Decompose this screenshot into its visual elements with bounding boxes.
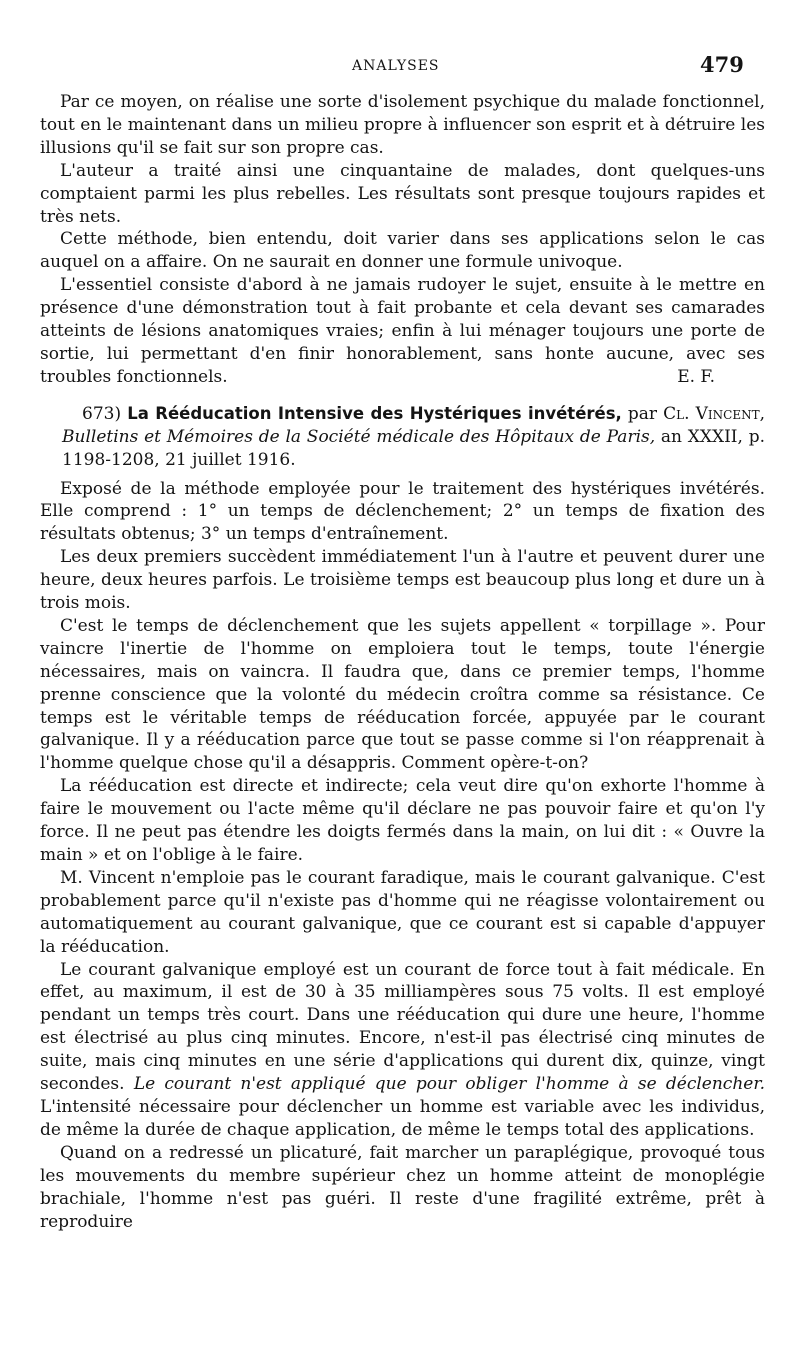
entry-author: Cl. Vincent, [663,403,765,424]
paragraph: La rééducation est directe et indirecte; cela veut dire qu'on exhorte l'homme à faire le mouvement ou l'acte même qu'il déclare ne pas pouvoir faire et qu'on l'y force. Il ne peut pas étendre les doigts fermés dans la main, on lui dit : « Ouvre la main » et on l'oblige à le faire. [40,776,765,865]
entry-by: par [627,403,658,424]
paragraph [40,959,765,1142]
entry-title: La Rééducation Intensive des Hystériques invétérés, [127,403,622,423]
paragraph: M. Vincent n'emploie pas le courant faradique, mais le courant galvanique. C'est probablement parce qu'il n'existe pas d'homme qui ne réagisse volontairement ou automatiquement au courant galvanique, que ce courant est si capable d'appuyer la rééducation. [40,867,765,957]
entry-number: 673) [82,403,122,424]
signature: E. F. [677,366,715,387]
paragraph-text: Le courant galvanique employé est un courant de force tout à fait médicale. En effet, au maximum, il est de 30 à 35 milliampères sous 75 volts. Il est employé pendant un temps très court. Dans une rééducation qui dure une heure, l'homme est électrisé au plus cinq minutes. Encore, n'est-il pas électrisé cinq minutes de suite, mais cinq minutes en une série d'applications qui durent dix, quinze, vingt secondes. [40,959,765,1095]
paragraph: L'auteur a traité ainsi une cinquantaine de malades, dont quelques-uns comptaient parmi les plus rebelles. Les résultats sont presque toujours rapides et très nets. [40,160,765,227]
abstract-entry [40,403,765,1234]
entry-body [40,478,765,1234]
paragraph-text: L'intensité nécessaire pour déclencher un homme est variable avec les individus, de même la durée de chaque application, de même le temps total des applications. [40,1096,765,1140]
paragraph: Quand on a redressé un plicaturé, fait marcher un paraplégique, provoqué tous les mouvements du membre supérieur chez un homme atteint de monoplégie brachiale, l'homme n'est pas guéri. Il reste d'une fragilité extrême, prêt à reproduire [40,1142,765,1232]
page-header [0,52,800,82]
paragraph: Cette méthode, bien entendu, doit varier dans ses applications selon le cas auquel on a affaire. On ne saurait en donner une formule univoque. [40,229,765,273]
paragraph: Les deux premiers succèdent immédiatement l'un à l'autre et peuvent durer une heure, deux heures parfois. Le troisième temps est beaucoup plus long et dure un à trois mois. [40,547,765,614]
entry-heading [40,403,765,472]
body-text [40,91,765,1233]
emphasis-text: Le courant n'est appliqué que pour obliger l'homme à se déclencher. [133,1074,765,1095]
paragraph: Par ce moyen, on réalise une sorte d'isolement psychique du malade fonctionnel, tout en le maintenant dans un milieu propre à influencer son esprit et à détruire les illusions qu'il se fait sur son propre cas. [40,92,765,158]
paragraph [40,274,765,389]
entry-citation: an XXXII, p. 1198-1208, 21 juillet 1916. [62,426,765,470]
entry-source: Bulletins et Mémoires de la Société médicale des Hôpitaux de Paris, [62,426,656,447]
page-number: 479 [700,52,744,77]
paragraph-text: L'essentiel consiste d'abord à ne jamais rudoyer le sujet, ensuite à le mettre en présence d'une démonstration tout à fait probante et cela devant ses camarades atteints de lésions anatomiques vraies; enfin à lui ménager toujours une porte de sortie, lui permettant d'en finir honorablement, sans honte aucune, avec ses troubles fonctionnels. [40,275,765,387]
paragraph: Exposé de la méthode employée pour le traitement des hystériques invétérés. Elle comprend : 1° un temps de déclenchement; 2° un temps de fixation des résultats obtenus; 3° un temps d'entraînement. [40,478,765,545]
running-head: ANALYSES [352,58,440,74]
paragraph: C'est le temps de déclenchement que les sujets appellent « torpillage ». Pour vaincre l'inertie de l'homme on emploiera tout le temps, toute l'énergie nécessaires, mais on vaincra. Il faudra que, dans ce premier temps, l'homme prenne conscience que la volonté du médecin croîtra comme sa résistance. Ce temps est le véritable temps de rééducation forcée, appuyée par le courant galvanique. Il y a rééducation parce que tout se passe comme si l'on réapprenait à l'homme quelque chose qu'il a désappris. Comment opère-t-on? [40,615,765,774]
